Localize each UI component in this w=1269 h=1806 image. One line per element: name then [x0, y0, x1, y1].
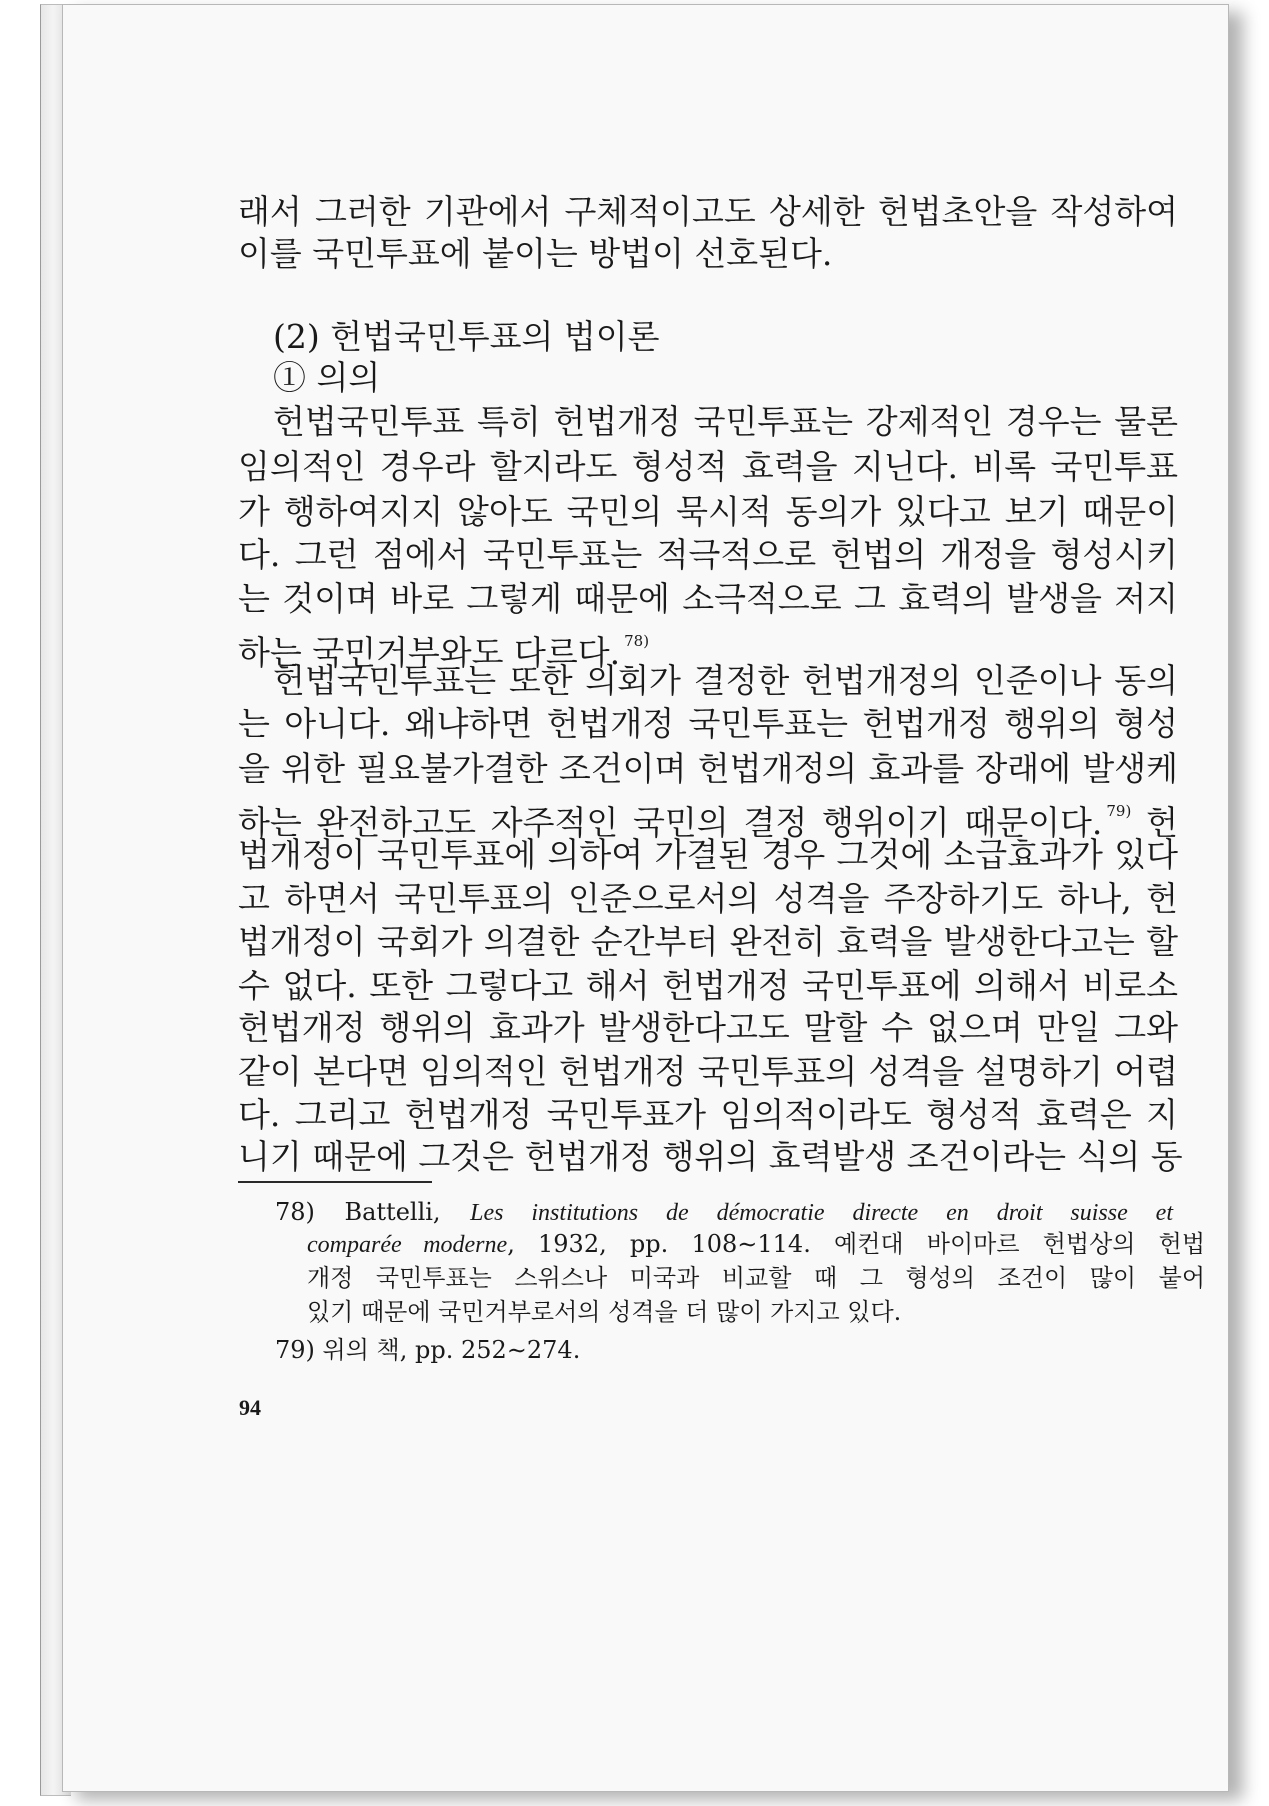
body-line: 임의적인 경우라 할지라도 형성적 효력을 지닌다. 비록 국민투표: [238, 447, 1178, 486]
body-line: 는 것이며 바로 그렇게 때문에 소극적으로 그 효력의 발생을 저지: [238, 579, 1178, 618]
footnote-78-line1: [275, 1195, 1173, 1230]
body-line: 래서 그러한 기관에서 구체적이고도 상세한 헌법초안을 작성하여: [238, 192, 1178, 231]
body-line: 같이 본다면 임의적인 헌법개정 국민투표의 성격을 설명하기 어렵: [238, 1052, 1178, 1091]
footnote-ref-78[interactable]: 78): [624, 632, 650, 650]
body-line: 니기 때문에 그것은 헌법개정 행위의 효력발생 조건이라는 식의 동: [238, 1137, 1183, 1176]
body-line: 법개정이 국민투표에 의하여 가결된 경우 그것에 소급효과가 있다: [238, 835, 1178, 874]
body-line: 고 하면서 국민투표의 인준으로서의 성격을 주장하기도 하나, 헌: [238, 879, 1178, 918]
page-number: 94: [239, 1395, 261, 1420]
footnote-number: 79): [275, 1336, 315, 1364]
footnote-78-line4: 있기 때문에 국민거부로서의 성격을 더 많이 가지고 있다.: [307, 1298, 902, 1326]
body-line: 헌법국민투표는 또한 의회가 결정한 헌법개정의 인준이나 동의: [273, 661, 1178, 700]
body-line-text: 하는 국민거부와도 다르다.: [238, 633, 621, 672]
body-line: 이를 국민투표에 붙이는 방법이 선호된다.: [238, 234, 833, 273]
footnote-text: , 1932, pp. 108∼114. 예컨대 바이마르 헌법상의 헌법: [507, 1230, 1206, 1258]
section-heading: (2) 헌법국민투표의 법이론: [273, 317, 660, 356]
body-line-text: 하는 완전하고도 자주적인 국민의 결정 행위이기 때문이다.: [238, 803, 1103, 842]
footnote-78-line2: [307, 1227, 1205, 1262]
body-line: 는 아니다. 왜냐하면 헌법개정 국민투표는 헌법개정 행위의 형성: [238, 704, 1178, 743]
body-line-tail: 헌: [1146, 803, 1179, 842]
body-line: 가 행하여지지 않아도 국민의 묵시적 동의가 있다고 보기 때문이: [238, 492, 1178, 531]
section-subheading: ① 의의: [273, 358, 381, 397]
footnote-divider: [238, 1181, 432, 1183]
footnote-title: Les institutions de démocratie directe en droit suisse et: [470, 1200, 1173, 1226]
footnote-number: 78): [275, 1198, 315, 1226]
footnote-78-line3: 개정 국민투표는 스위스나 미국과 비교할 때 그 형성의 조건이 많이 붙어: [307, 1264, 1205, 1292]
footnote-ref-79[interactable]: 79): [1106, 802, 1132, 820]
body-line: 법개정이 국회가 의결한 순간부터 완전히 효력을 발생한다고는 할: [238, 922, 1178, 961]
body-line: 헌법개정 행위의 효과가 발생한다고도 말할 수 없으며 만일 그와: [238, 1008, 1178, 1047]
book-page: [62, 4, 1229, 1792]
body-line: 헌법국민투표 특히 헌법개정 국민투표는 강제적인 경우는 물론: [273, 402, 1178, 441]
footnote-author: Battelli,: [344, 1198, 441, 1226]
body-line: 수 없다. 또한 그렇다고 해서 헌법개정 국민투표에 의해서 비로소: [238, 966, 1178, 1005]
footnote-title-cont: comparée moderne: [307, 1232, 508, 1258]
body-line: 을 위한 필요불가결한 조건이며 헌법개정의 효과를 장래에 발생케: [238, 749, 1178, 788]
body-line: 다. 그런 점에서 국민투표는 적극적으로 헌법의 개정을 형성시키: [238, 535, 1178, 574]
body-line: 다. 그리고 헌법개정 국민투표가 임의적이라도 형성적 효력은 지: [238, 1095, 1178, 1134]
footnote-text: 위의 책, pp. 252∼274.: [322, 1336, 581, 1364]
footnote-79: [275, 1333, 580, 1367]
